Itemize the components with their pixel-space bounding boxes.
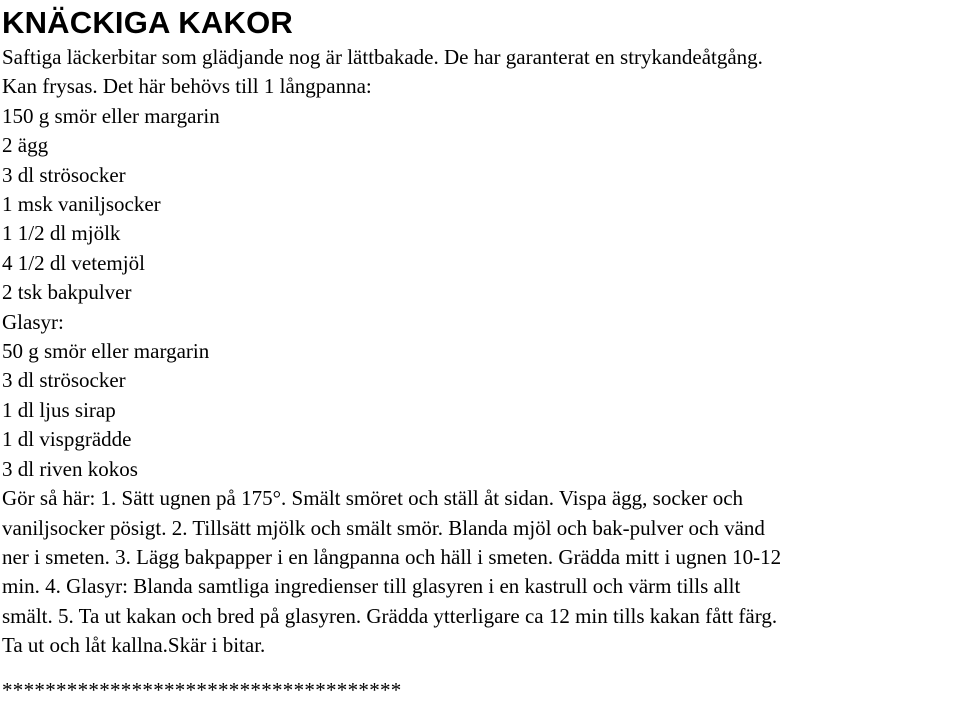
glaze-heading: Glasyr: — [2, 309, 64, 334]
glaze-ingredient-item: 3 dl strösocker — [2, 368, 126, 393]
glaze-ingredient-item: 1 dl vispgrädde — [2, 427, 132, 452]
instructions-line: smält. 5. Ta ut kakan och bred på glasyren. Grädda ytterligare ca 12 min tills kakan fått färg. — [2, 603, 778, 628]
instructions-line: vaniljsocker pösigt. 2. Tillsätt mjölk och smält smör. Blanda mjöl och bak-pulver och vänd — [2, 515, 765, 540]
ingredient-item: 2 ägg — [2, 133, 49, 158]
recipe-page — [2, 0, 956, 705]
ingredient-item: 1 1/2 dl mjölk — [2, 221, 121, 246]
glaze-ingredient-item: 3 dl riven kokos — [2, 456, 138, 481]
instructions-line: Ta ut och låt kallna.Skär i bitar. — [2, 633, 266, 658]
intro-line: Kan frysas. Det här behövs till 1 långpanna: — [2, 74, 372, 99]
glaze-ingredient-list — [2, 337, 956, 484]
ingredient-item: 4 1/2 dl vetemjöl — [2, 250, 145, 275]
star-separator: ************************************* — [2, 677, 402, 702]
instructions-line: min. 4. Glasyr: Blanda samtliga ingredienser till glasyren i en kastrull och värm tills allt — [2, 574, 741, 599]
ingredient-item: 3 dl strösocker — [2, 162, 126, 187]
ingredient-list — [2, 102, 956, 308]
recipe-body — [2, 43, 956, 661]
instructions-line: ner i smeten. 3. Lägg bakpapper i en långpanna och häll i smeten. Grädda mitt i ugnen 10-12 — [2, 544, 782, 569]
intro-line: Saftiga läckerbitar som glädjande nog är lättbakade. De har garanterat en strykandeåtgång. — [2, 45, 763, 69]
glaze-ingredient-item: 50 g smör eller margarin — [2, 339, 210, 364]
ingredient-item: 2 tsk bakpulver — [2, 280, 132, 305]
ingredient-item: 150 g smör eller margarin — [2, 103, 220, 128]
glaze-ingredient-item: 1 dl ljus sirap — [2, 397, 116, 422]
recipe-title: KNÄCKIGA KAKOR — [2, 5, 293, 40]
ingredient-item: 1 msk vaniljsocker — [2, 192, 161, 217]
instructions-paragraph — [2, 484, 956, 660]
instructions-line: Gör så här: 1. Sätt ugnen på 175°. Smält smöret och ställ åt sidan. Vispa ägg, socker och — [2, 486, 744, 511]
